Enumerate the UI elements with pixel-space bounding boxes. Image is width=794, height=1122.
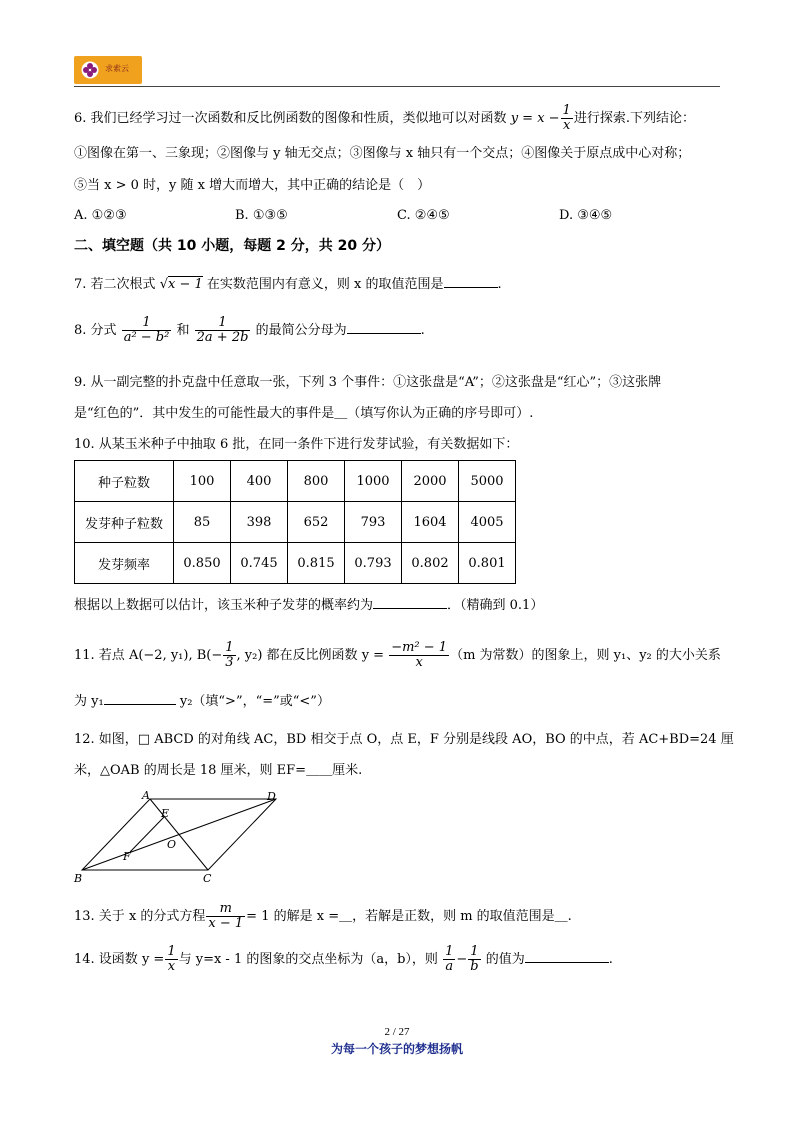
label-c: C [203, 872, 212, 885]
label-f: F [123, 850, 131, 863]
q13-line: 13. 关于 x 的分式方程 $\frac{m}{x - 1}$ = 1 的解是 x =＿，若解是正数，则 m 的取值范围是＿. [74, 901, 572, 931]
q7-line: 7. 若二次根式 √x − 1 在实数范围内有意义，则 x 的取值范围是 . [74, 277, 502, 292]
label-e: E [161, 807, 170, 820]
q9-line2: 是“红色的”．其中发生的可能性最大的事件是＿（填写你认为正确的序号即可）. [74, 406, 534, 421]
label-o: O [167, 838, 177, 851]
header-divider [74, 86, 720, 87]
page-number: 2 / 27 [384, 1026, 410, 1038]
parallelogram-figure [70, 790, 290, 886]
q10-after: 根据以上数据可以估计，该玉米种子发芽的概率约为 ．（精确到 0.1） [74, 598, 544, 613]
segment-ef [130, 817, 164, 852]
table-row: 发芽种子粒数 85 398 652 793 1604 4005 [75, 502, 516, 543]
q7-answer-blank [444, 275, 498, 288]
footer-slogan: 为每一个孩子的梦想扬帆 [330, 1042, 463, 1056]
table-row: 发芽频率 0.850 0.745 0.815 0.793 0.802 0.801 [75, 543, 516, 584]
q11-line1: 11. 若点 A(−2, y₁), B(− $\frac{1}{3}$ , y₂) 都在反比例函数 y = $\frac{\text{−m² − 1}}{x}$ （m 为常数）的图象上，则 y₁、y₂ 的大小关系 [74, 640, 721, 670]
q6-option-d: D. ③④⑤ [559, 208, 613, 223]
label-b: B [74, 872, 83, 885]
q6-option-b: B. ①③⑤ [235, 208, 288, 223]
radical-sign-icon: √ [159, 277, 168, 292]
label-d: D [267, 790, 276, 803]
q14-answer-blank [525, 950, 609, 963]
section-title: 二、填空题（共 10 小题，每题 2 分，共 20 分） [74, 238, 390, 254]
logo-text: 求索云 [105, 64, 129, 73]
q6-line1: 6. 我们已经学习过一次函数和反比例函数的图像和性质，类似地可以对函数 y = x − $\frac{1}{x}$ 进行探索.下列结论： [74, 103, 695, 133]
q11-line2: 为 y₁ y₂（填“>”，“=”或“<”） [74, 694, 330, 709]
q11-answer-blank [104, 692, 176, 705]
q6-fraction: $\frac{1}{x}$ [562, 103, 571, 133]
table-row: 种子粒数 100 400 800 1000 2000 5000 [75, 461, 516, 502]
flower-logo-icon [81, 61, 99, 79]
label-a: A [142, 790, 150, 802]
q14-line: 14. 设函数 y = $\frac{1}{x}$ 与 y=x - 1 的图象的交点坐标为（a，b），则 $\frac{1}{a}$ − $\frac{1}{b}$ 的值为 . [74, 944, 613, 974]
q6-line3: ⑤当 x > 0 时，y 随 x 增大而增大，其中正确的结论是（ ） [74, 178, 431, 193]
brand-logo [74, 56, 142, 84]
q10-answer-blank [373, 596, 447, 609]
q6-option-c: C. ②④⑤ [397, 208, 450, 223]
q10-intro: 10. 从某玉米种子中抽取 6 批，在同一条件下进行发芽试验，有关数据如下： [74, 437, 519, 452]
q6-option-a: A. ①②③ [74, 208, 127, 223]
q6-line2: ①图像在第一、三象现；②图像与 y 轴无交点；③图像与 x 轴只有一个交点；④图像关于原点成中心对称； [74, 146, 691, 161]
diagonal-bd [82, 799, 276, 870]
q9-line1: 9. 从一副完整的扑克盘中任意取一张，下列 3 个事件：①这张盘是“A”；②这张盘是“红心”；③这张牌 [74, 375, 662, 390]
germination-table [74, 460, 516, 584]
q12-line2: 米，△OAB 的周长是 18 厘米，则 EF=＿＿厘米. [74, 763, 363, 778]
q8-line: 8. 分式 $\frac{1}{\text{a² − b²}}$ 和 $\frac{1}{2a + 2b}$ 的最简公分母为 . [74, 315, 425, 345]
q12-line1: 12. 如图，□ ABCD 的对角线 AC，BD 相交于点 O，点 E，F 分别是线段 AO，BO 的中点，若 AC+BD=24 厘 [74, 732, 734, 747]
q8-answer-blank [347, 321, 421, 334]
